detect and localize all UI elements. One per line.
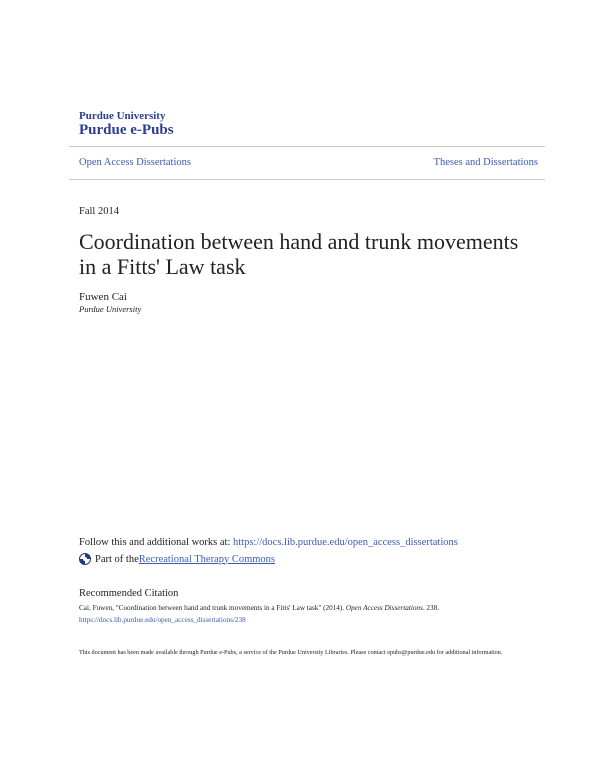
author-affiliation: Purdue University: [79, 304, 142, 314]
author-name[interactable]: Fuwen Cai: [79, 291, 127, 303]
citation-url-link[interactable]: https://docs.lib.purdue.edu/open_access_dissertations/238: [79, 616, 246, 624]
part-of-prefix: Part of the: [95, 553, 139, 565]
repository-name[interactable]: Purdue e-Pubs: [79, 122, 174, 138]
theses-dissertations-link[interactable]: Theses and Dissertations: [433, 157, 538, 168]
bottom-divider: [69, 179, 545, 180]
follow-prefix: Follow this and additional works at:: [79, 537, 233, 548]
recreational-therapy-commons-link[interactable]: Recreational Therapy Commons: [138, 553, 276, 565]
institution-name: Purdue University: [79, 110, 166, 122]
availability-note: This document has been made available through Purdue e-Pubs, a service of the Purdue University Libraries. Please contact epubs@purdue.edu for additional information.: [79, 649, 503, 656]
citation-block: [79, 602, 529, 626]
publication-date: Fall 2014: [79, 206, 119, 217]
follow-url-link[interactable]: https://docs.lib.purdue.edu/open_access_dissertations: [233, 537, 458, 548]
follow-line: [79, 537, 458, 548]
part-of-line: [79, 553, 275, 565]
citation-text: Cai, Fuwen, "Coordination between hand and trunk movements in a Fitts' Law task" (2014).: [79, 604, 346, 612]
recommended-citation-heading: Recommended Citation: [79, 588, 179, 599]
document-title: Coordination between hand and trunk movements in a Fitts' Law task: [79, 229, 519, 279]
citation-journal: Open Access Dissertations: [345, 604, 423, 612]
top-divider: [69, 146, 545, 147]
citation-number: . 238.: [422, 604, 439, 612]
open-access-dissertations-link[interactable]: Open Access Dissertations: [79, 157, 191, 168]
bepress-network-icon: [79, 553, 91, 565]
